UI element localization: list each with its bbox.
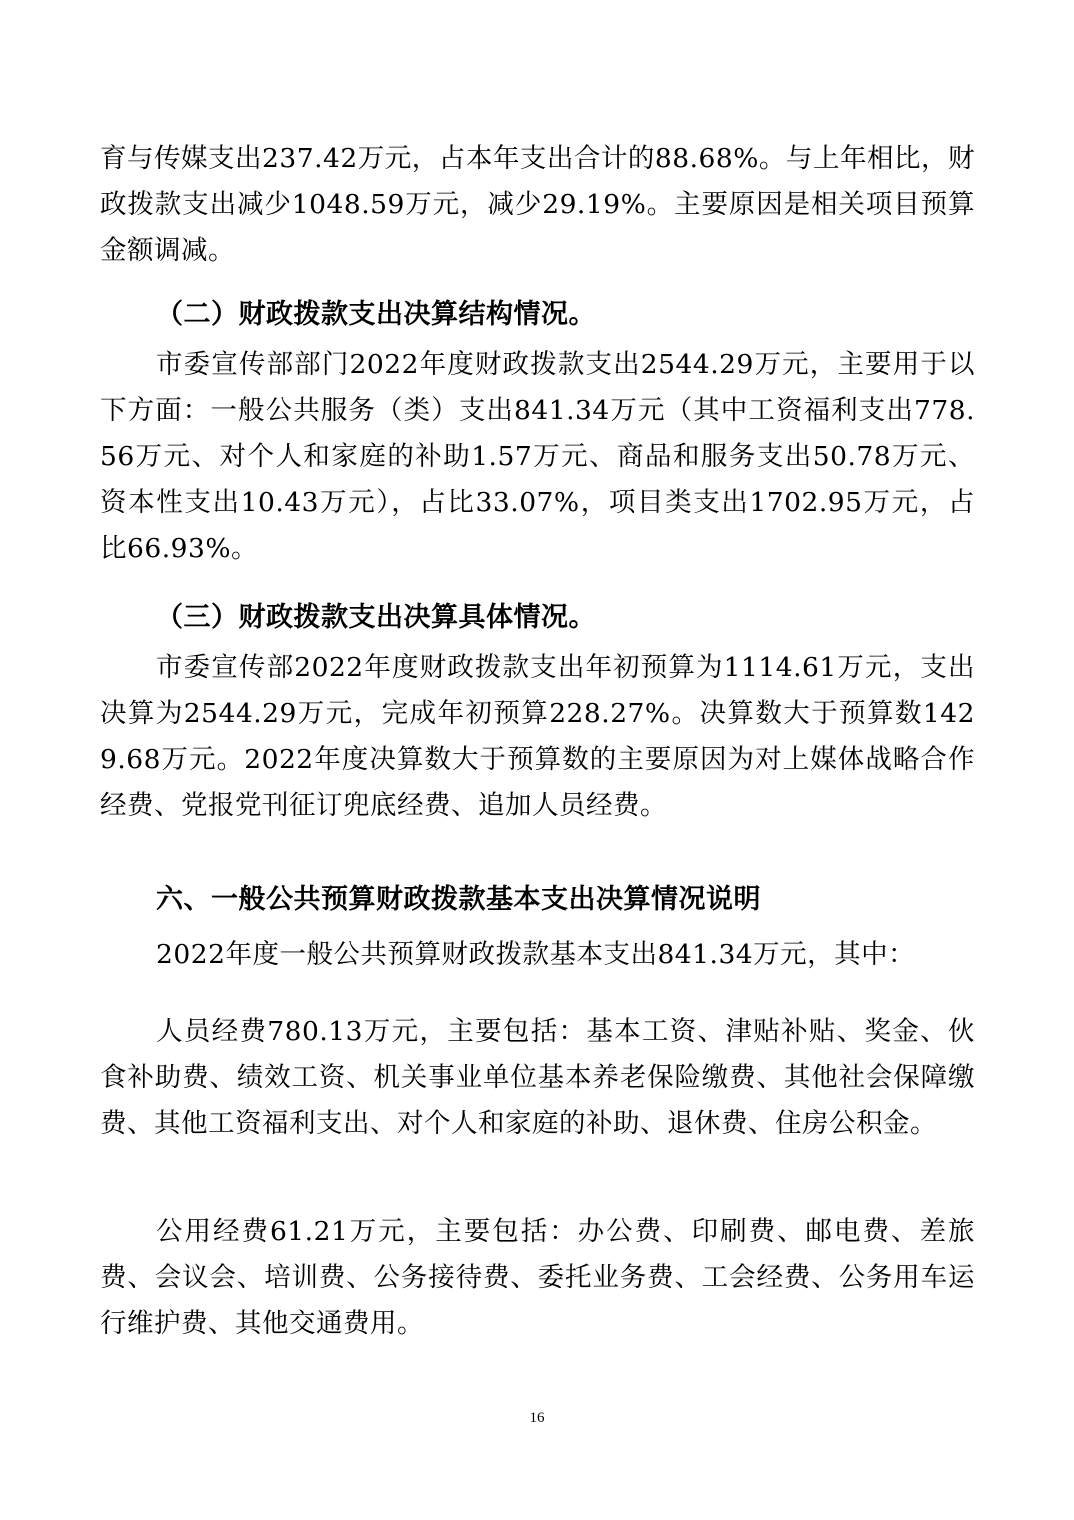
section-heading-structure: （二）财政拨款支出决算结构情况。	[156, 299, 596, 330]
page-number: 16	[529, 1410, 545, 1426]
paragraph-public-expenses: 公用经费61.21万元，主要包括：办公费、印刷费、邮电费、差旅费、会议会、培训费、公务接待费、委托业务费、工会经费、公务用车运行维护费、其他交通费用。	[100, 1216, 975, 1339]
paragraph-expenditure-structure: 市委宣传部部门2022年度财政拨款支出2544.29万元，主要用于以下方面：一般公共服务（类）支出841.34万元（其中工资福利支出778.56万元、对个人和家庭的补助1.57万元、商品和服务支出50.78万元、资本性支出10.43万元），占比33.07%，项目类支出1702.95万元，占比66.93%。	[100, 349, 975, 564]
section-heading-details: （三）财政拨款支出决算具体情况。	[156, 602, 596, 633]
paragraph-personnel-expenses: 人员经费780.13万元，主要包括：基本工资、津贴补贴、奖金、伙食补助费、绩效工资、机关事业单位基本养老保险缴费、其他社会保障缴费、其他工资福利支出、对个人和家庭的补助、退休费、住房公积金。	[100, 1016, 975, 1139]
paragraph-expenditure-summary: 育与传媒支出237.42万元，占本年支出合计的88.68%。与上年相比，财政拨款支出减少1048.59万元，减少29.19%。主要原因是相关项目预算金额调减。	[100, 143, 975, 266]
paragraph-basic-expenditure-total: 2022年度一般公共预算财政拨款基本支出841.34万元，其中：	[156, 939, 916, 970]
chapter-heading-basic-expenditure: 六、一般公共预算财政拨款基本支出决算情况说明	[156, 884, 761, 915]
paragraph-expenditure-details: 市委宣传部2022年度财政拨款支出年初预算为1114.61万元，支出决算为2544.29万元，完成年初预算228.27%。决算数大于预算数1429.68万元。2022年度决算数大于预算数的主要原因为对上媒体战略合作经费、党报党刊征订兜底经费、追加人员经费。	[100, 652, 975, 821]
